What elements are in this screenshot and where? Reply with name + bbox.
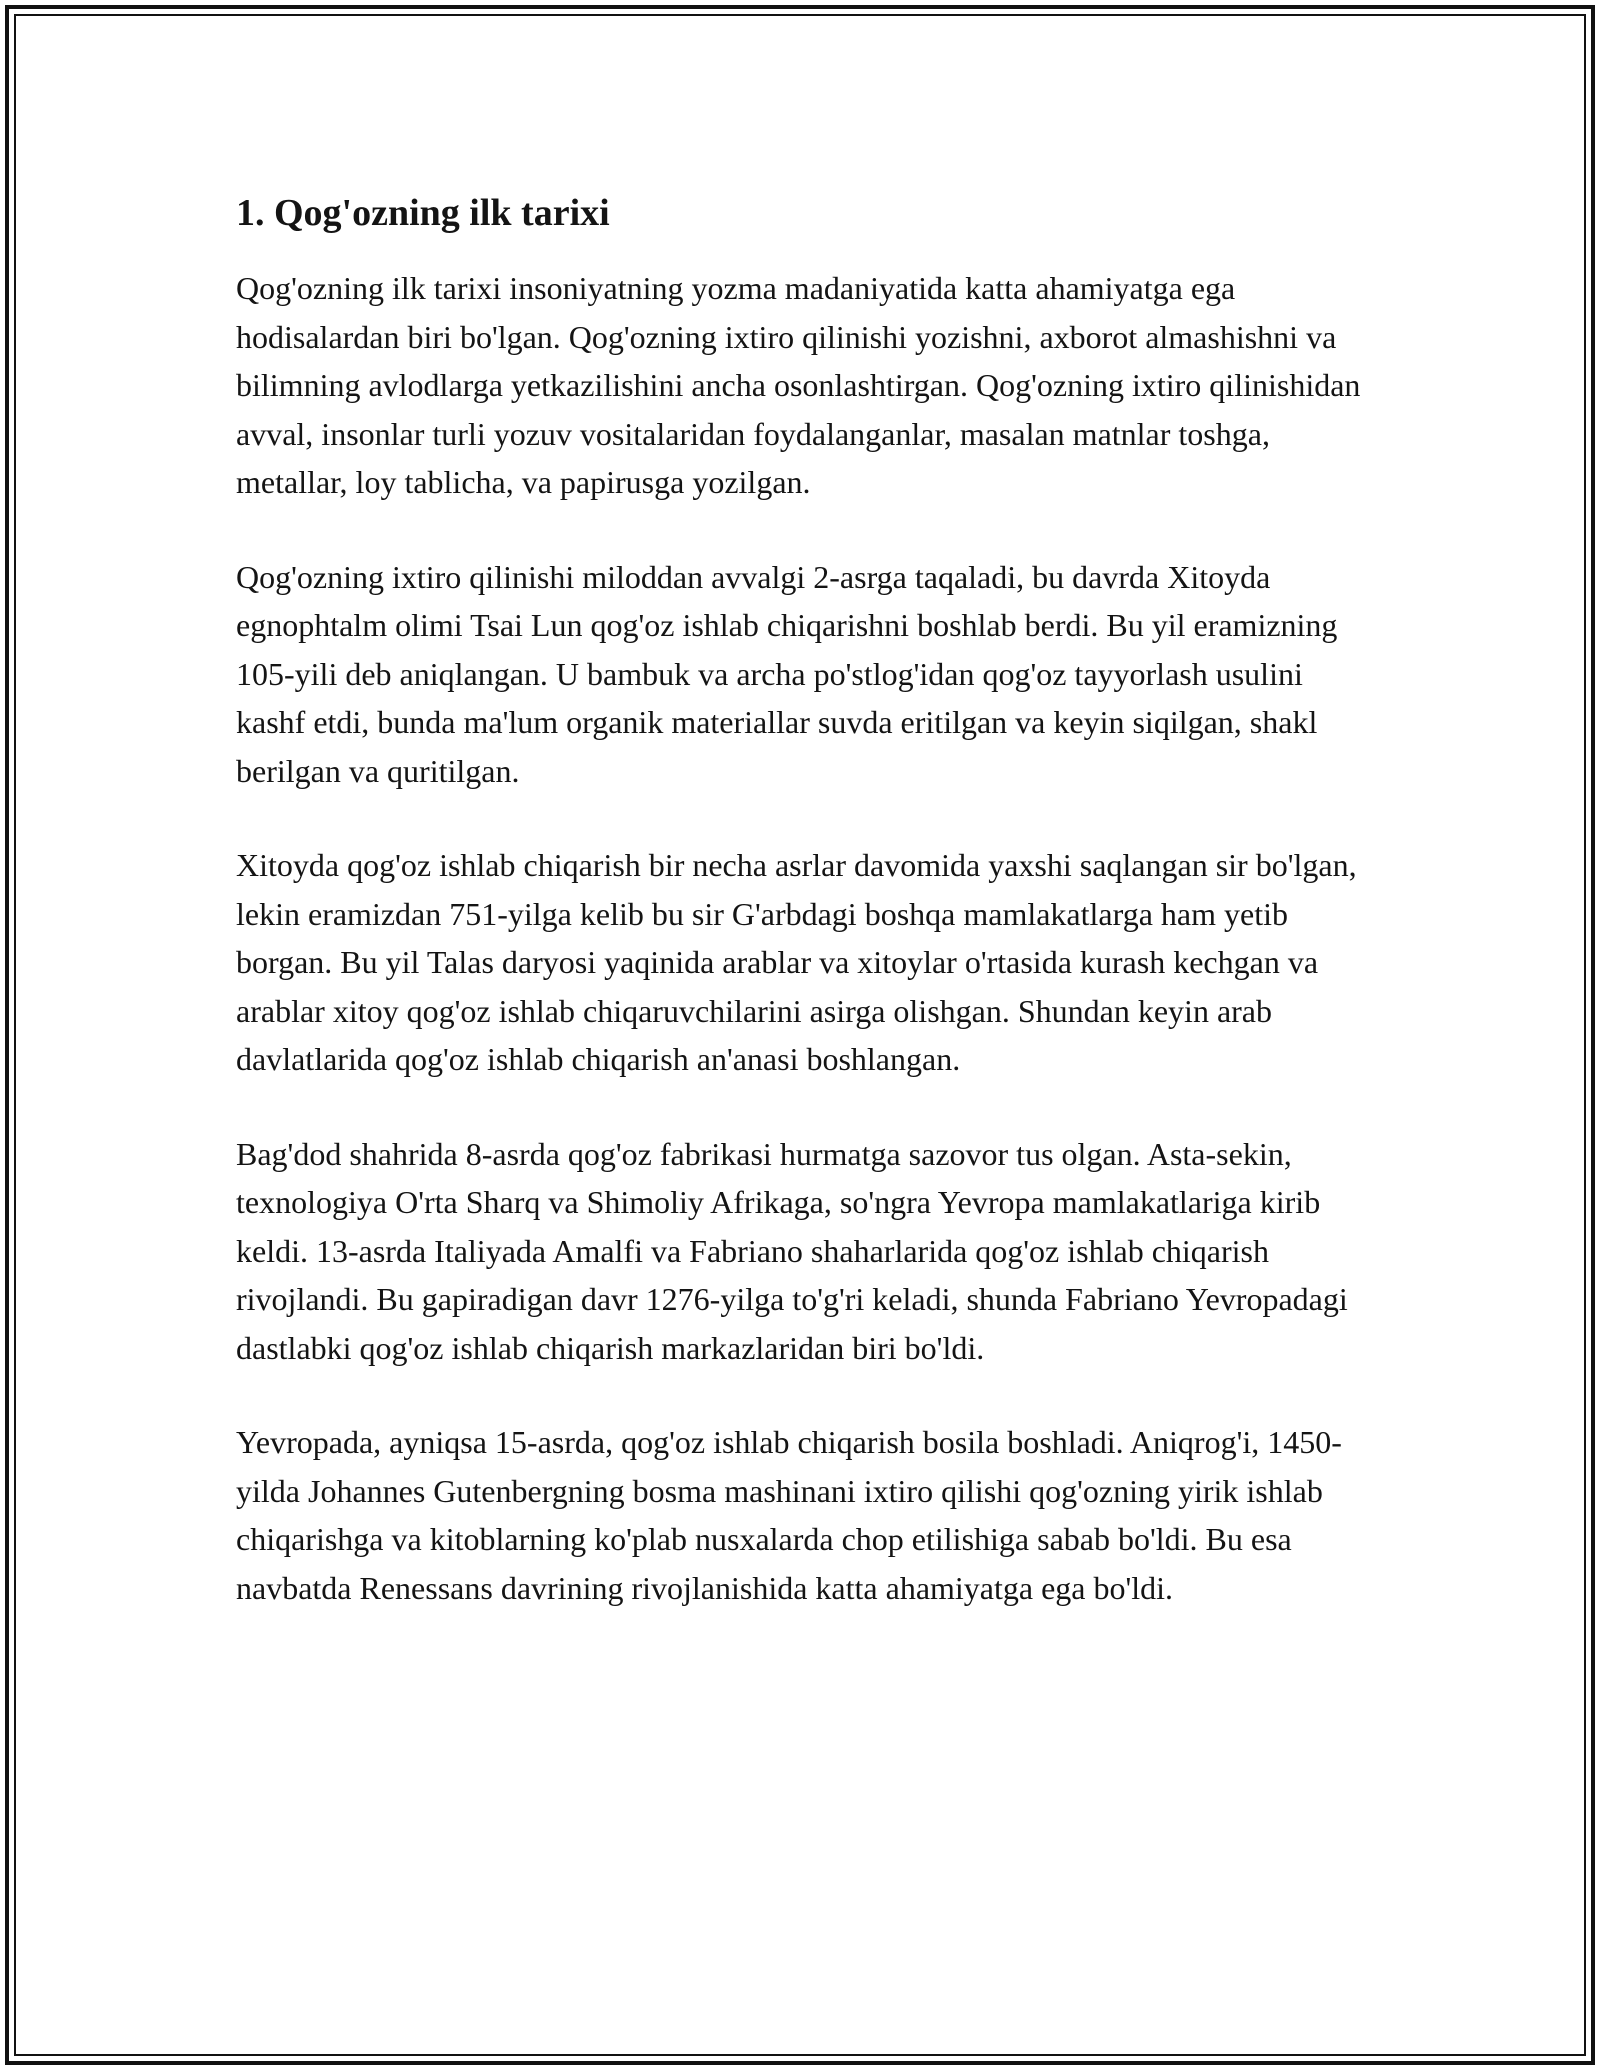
paragraph: Xitoyda qog'oz ishlab chiqarish bir necha asrlar davomida yaxshi saqlangan sir bo'lgan, lekin eramizdan 751-yilga kelib bu sir G'arbdagi boshqa mamlakatlarga ham yetib borgan. Bu yil Talas daryosi yaqinida arablar va xitoylar o'rtasida kurash kechgan va arablar xitoy qog'oz ishlab chiqaruvchilarini asirga olishgan. Shundan keyin arab davlatlarida qog'oz ishlab chiqarish an'anasi boshlangan. — [236, 847, 1357, 1077]
document-body — [236, 188, 1366, 1612]
paragraph: Qog'ozning ilk tarixi insoniyatning yozma madaniyatida katta ahamiyatga ega hodisalardan biri bo'lgan. Qog'ozning ixtiro qilinishi yozishni, axborot almashishni va bilimning avlodlarga yetkazilishini ancha osonlashtirgan. Qog'ozning ixtiro qilinishidan avval, insonlar turli yozuv vositalaridan foydalanganlar, masalan matnlar toshga, metallar, loy tablicha, va papirusga yozilgan. — [236, 270, 1361, 500]
paragraph: Qog'ozning ixtiro qilinishi miloddan avvalgi 2-asrga taqaladi, bu davrda Xitoyda egnophtalm olimi Tsai Lun qog'oz ishlab chiqarishni boshlab berdi. Bu yil eramizning 105-yili deb aniqlangan. U bambuk va archa po'stlog'idan qog'oz tayyorlash usulini kashf etdi, bunda ma'lum organik materiallar suvda eritilgan va keyin siqilgan, shakl berilgan va quritilgan. — [236, 558, 1338, 789]
section-heading: 1. Qog'ozning ilk tarixi — [236, 192, 610, 234]
paragraph: Bag'dod shahrida 8-asrda qog'oz fabrikasi hurmatga sazovor tus olgan. Asta-sekin, texnologiya O'rta Sharq va Shimoliy Afrikaga, so'ngra Yevropa mamlakatlariga kirib keldi. 13-asrda Italiyada Amalfi va Fabriano shaharlarida qog'oz ishlab chiqarish rivojlandi. Bu gapiradigan davr 1276-yilga to'g'ri keladi, shunda Fabriano Yevropadagi dastlabki qog'oz ishlab chiqarish markazlaridan biri bo'ldi. — [236, 1135, 1348, 1366]
paragraph: Yevropada, ayniqsa 15-asrda, qog'oz ishlab chiqarish bosila boshladi. Aniqrog'i, 1450-yilda Johannes Gutenbergning bosma mashinani ixtiro qilishi qog'ozning yirik ishlab chiqarishga va kitoblarning ko'plab nusxalarda chop etilishiga sabab bo'ldi. Bu esa navbatda Renessans davrining rivojlanishida katta ahamiyatga ega bo'ldi. — [236, 1424, 1342, 1606]
